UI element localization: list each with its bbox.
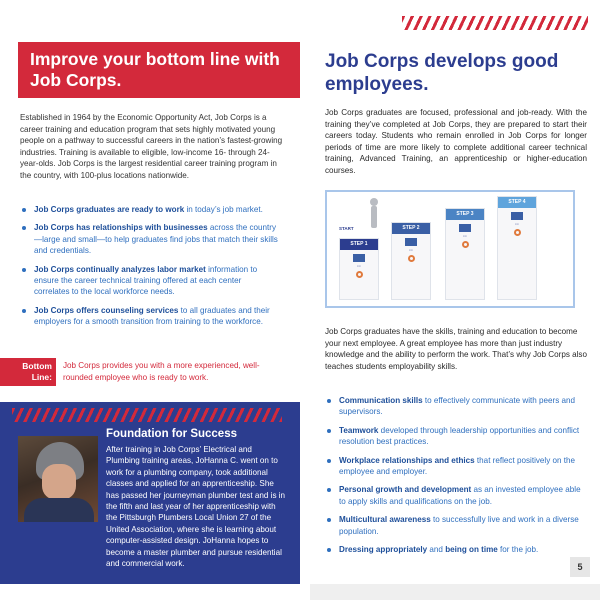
- step-4: STEP 4 ▪ ▪: [497, 196, 537, 300]
- decorative-stripes-top: [402, 16, 588, 30]
- list-item: Job Corps has relationships with businesses across the country—large and small—to help graduates find jobs that match their skills and credentials.: [20, 222, 278, 256]
- right-bullet-list: [325, 395, 581, 562]
- foundation-for-success-box: [0, 402, 300, 584]
- list-item: Dressing appropriately and being on time for the job.: [325, 544, 581, 555]
- page-number: 5: [570, 557, 590, 577]
- list-item: Teamwork developed through leadership opportunities and conflict resolution best practices.: [325, 425, 581, 448]
- list-item: Multicultural awareness to successfully live and work in a diverse population.: [325, 514, 581, 537]
- step-1: STEP 1 ▪ ▪: [339, 238, 379, 300]
- right-paragraph-2: Job Corps graduates have the skills, training and education to become your next employee. A great employee has more than just industry knowledge and the ability to perform the work. That’s why Job Corps also teaches students employability skills.: [325, 327, 587, 371]
- intro-paragraph: Established in 1964 by the Economic Opportunity Act, Job Corps is a career training and education program that sets highly motivated young people on a pathway to successful careers in the nation’s fastest-growing industries. Training is available to eligible, low-income 16- through 24-year-olds. Job Corps is the largest residential career training program in the country, with 100-plus locations nationwide.: [20, 113, 283, 180]
- career-steps-diagram: [325, 190, 575, 308]
- list-item: Job Corps continually analyzes labor market information to ensure the career technical training offered at each center correlates to the local workforce needs.: [20, 264, 278, 298]
- right-title: Job Corps develops good employees.: [325, 51, 559, 95]
- gear-icon: [514, 229, 521, 236]
- list-item: Job Corps offers counseling services to all graduates and their employers for a smooth transition from training to the workforce.: [20, 305, 278, 328]
- decorative-stripes-box: [12, 408, 282, 422]
- runner-icon: [367, 198, 381, 232]
- gear-icon: [408, 255, 415, 262]
- bottom-line-text: Job Corps provides you with a more experienced, well-rounded employee who is ready to work.: [63, 361, 260, 382]
- list-item: Workplace relationships and ethics that reflect positively on the employee and employer.: [325, 455, 581, 478]
- list-item: Personal growth and development as an invested employee able to apply skills and qualifications on the job.: [325, 484, 581, 507]
- left-title: Improve your bottom line with Job Corps.: [18, 42, 300, 98]
- laptop-icon: [511, 212, 523, 220]
- foundation-title: Foundation for Success: [106, 428, 237, 440]
- left-bullet-list: [20, 204, 278, 335]
- step-3: STEP 3 ▪ ▪: [445, 208, 485, 300]
- people-icon: [405, 238, 417, 246]
- handshake-icon: [459, 224, 471, 232]
- step-2: STEP 2 ▪ ▪: [391, 222, 431, 300]
- start-label: START: [339, 226, 354, 231]
- list-item: Communication skills to effectively communicate with peers and supervisors.: [325, 395, 581, 418]
- right-paragraph-1: Job Corps graduates are focused, professional and job-ready. With the training they’ve completed at Job Corps, they are prepared to start their careers today. Students who remain enrolled in Job Corps for longer periods of time are more likely to complete additional career technical training, Advanced Training, an apprenticeship or higher-education courses.: [325, 108, 587, 175]
- footer-bar: [310, 584, 600, 600]
- list-item: Job Corps graduates are ready to work in today’s job market.: [20, 204, 278, 215]
- gear-icon: [356, 271, 363, 278]
- gear-icon: [462, 241, 469, 248]
- training-icon: [353, 254, 365, 262]
- bottom-line-label: Bottom Line:: [0, 358, 56, 386]
- foundation-body: After training in Job Corps’ Electrical and Plumbing training areas, JoHanna C. went on to work for a plumbing company, took additional classes and applied for an apprenticeship. She has passed her journeyman plumber test and is in the fifth and last year of her apprenticeship with the Pittsburgh Plumbers Local Union 27 of the United Association, where she is learning about computer-assisted design. JoHanna hopes to become a master plumber and pursue residential and commercial work.: [106, 445, 286, 569]
